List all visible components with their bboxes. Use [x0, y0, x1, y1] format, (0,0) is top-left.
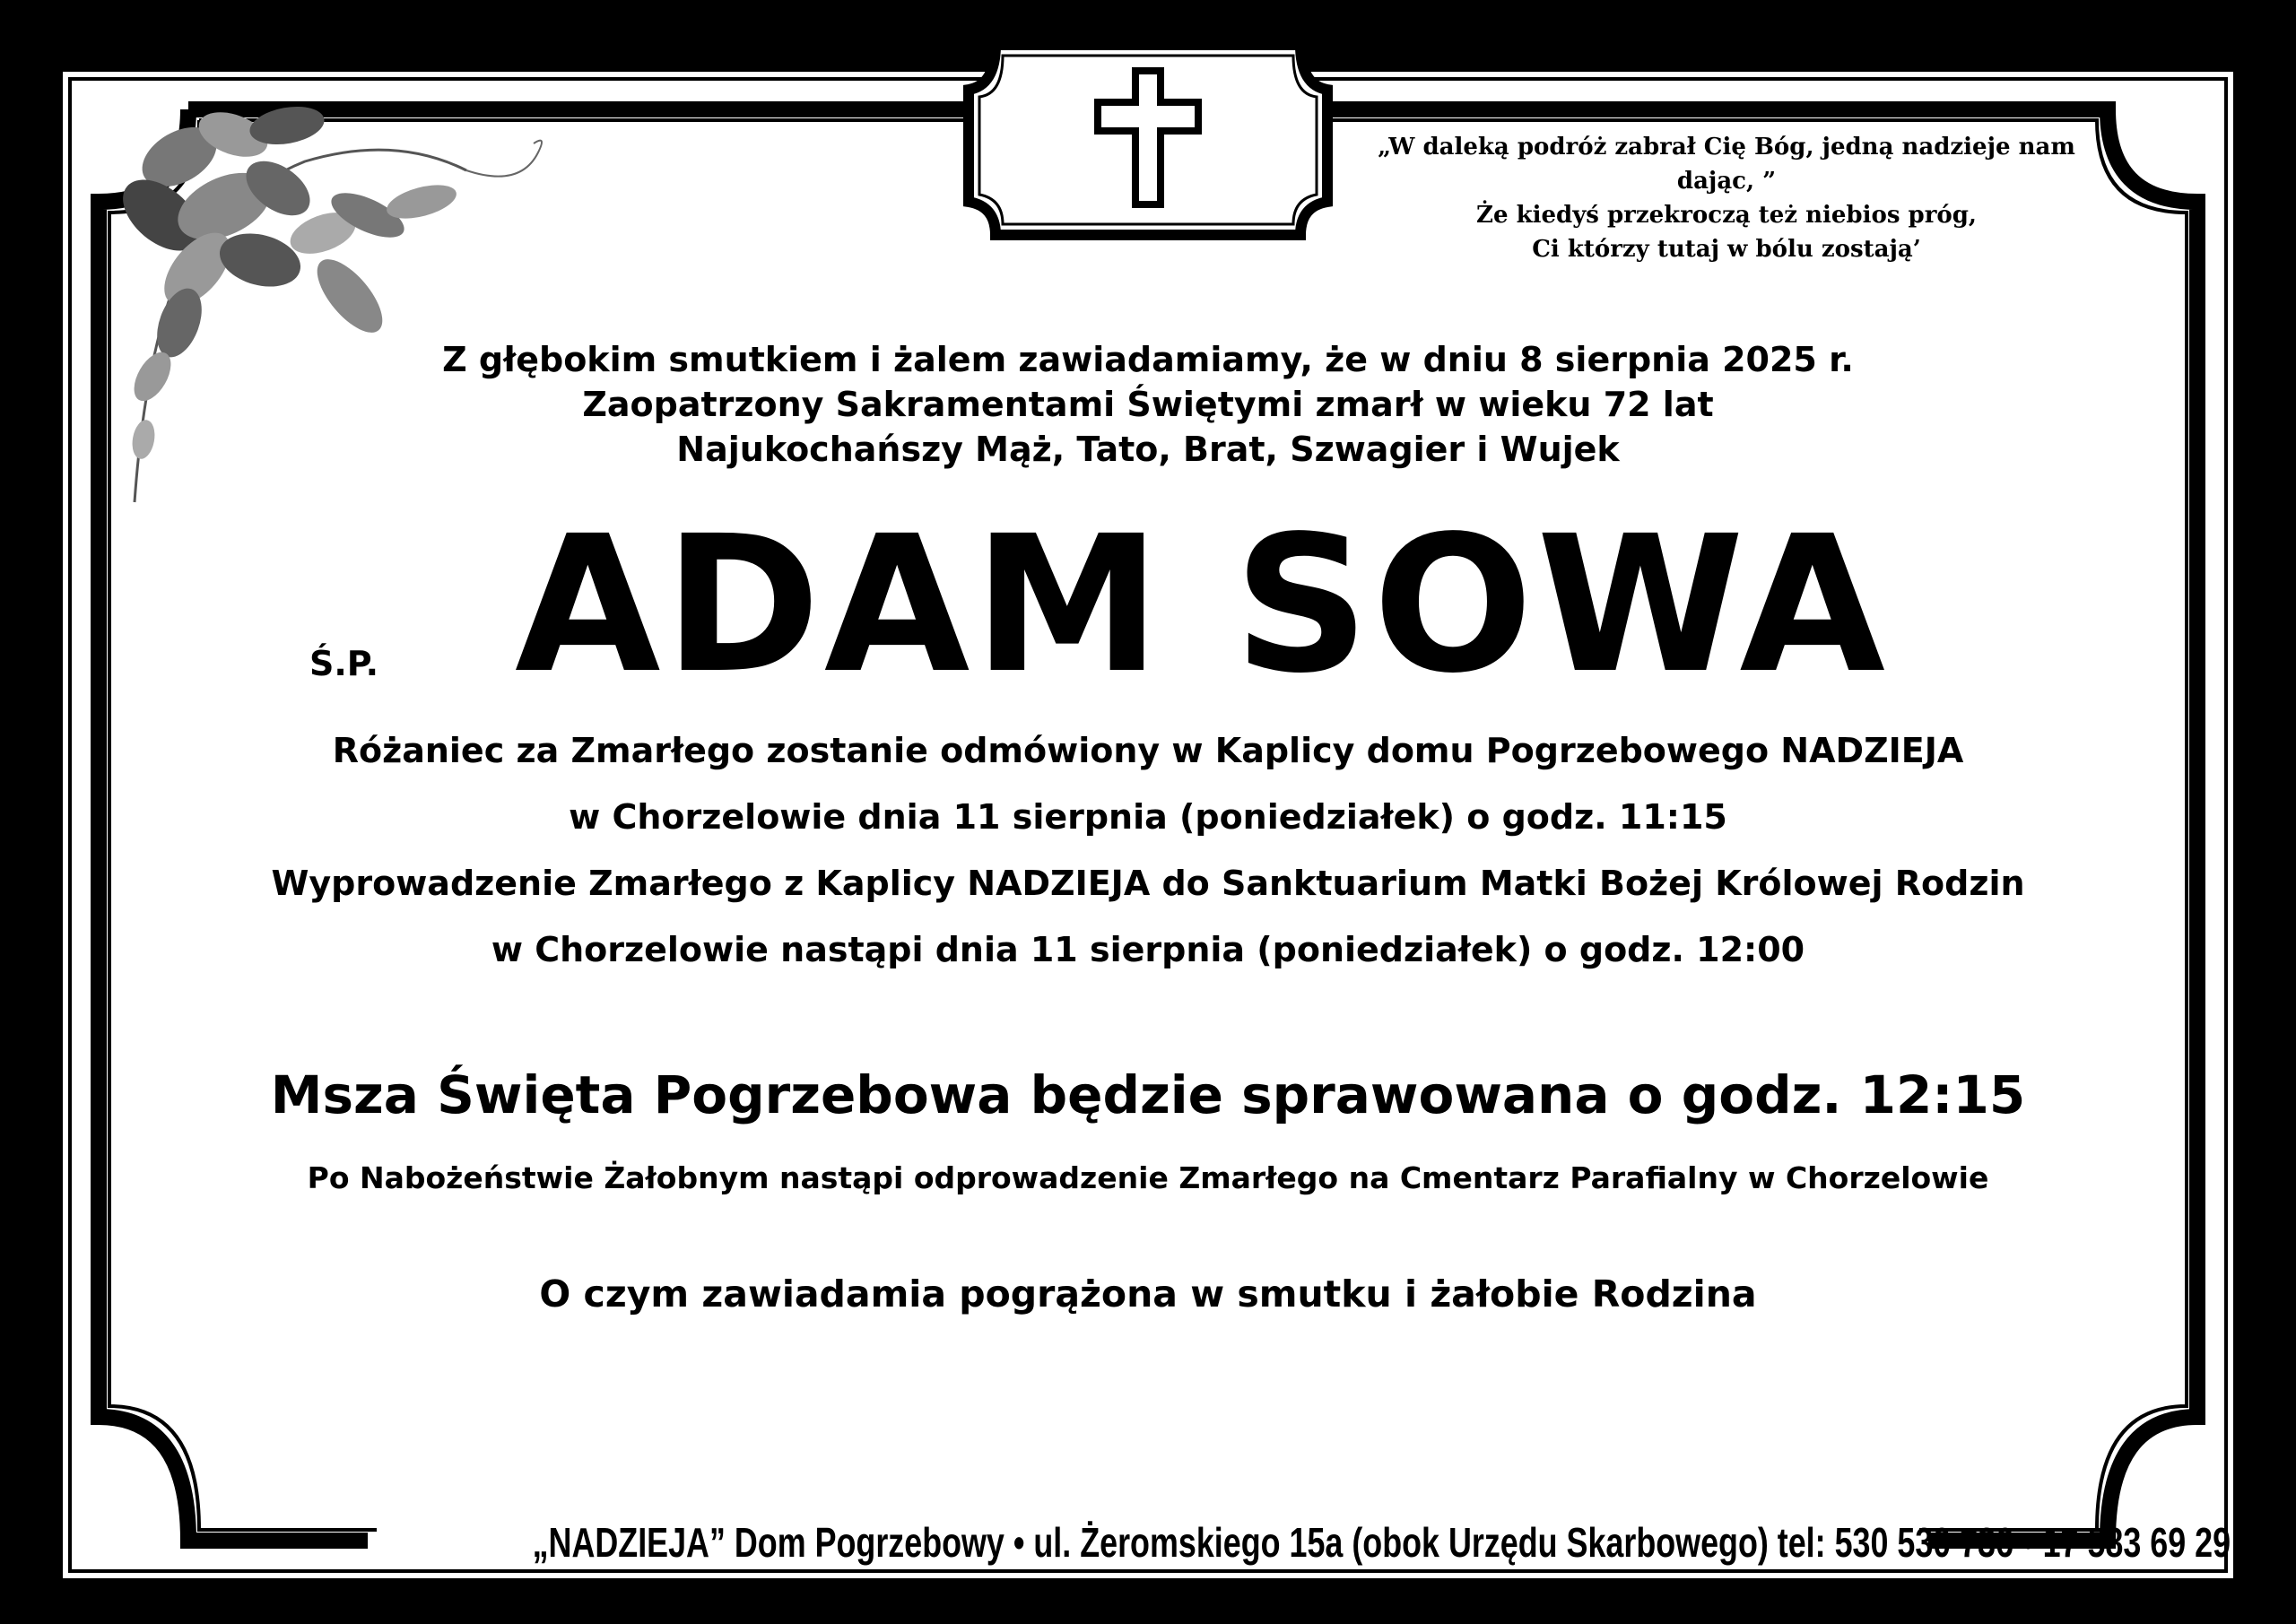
intro-line: Zaopatrzony Sakramentami Świętymi zmarł w wieku 72 lat [582, 385, 1714, 424]
rosary-line: Różaniec za Zmarłego zostanie odmówiony w Kaplicy domu Pogrzebowego NADZIEJA [332, 731, 1964, 770]
intro-line: Z głębokim smutkiem i żalem zawiadamiamy, że w dniu 8 sierpnia 2025 r. [442, 340, 1854, 379]
mass-heading: Msza Święta Pogrzebowa będzie sprawowana o godz. 12:15 [270, 1064, 2026, 1125]
poem-line: Że kiedyś przekroczą też niebios próg, [1476, 202, 1977, 229]
sp-prefix: Ś.P. [309, 644, 379, 683]
funeral-home-footer: „NADZIEJA” Dom Pogrzebowy • ul. Żeromskiego 15a (obok Urzędu Skarbowego) tel: 530 530 736 • 17 583 69 29 [532, 1519, 2231, 1566]
family-notice: O czym zawiadamia pogrążona w smutku i żałobie Rodzina [539, 1272, 1757, 1316]
rosary-line: w Chorzelowie dnia 11 sierpnia (poniedziałek) o godz. 11:15 [569, 797, 1727, 837]
poem-line: „W daleką podróż zabrał Cię Bóg, jedną nadzieje nam dając, ” [1378, 134, 2075, 195]
rosary-line: Wyprowadzenie Zmarłego z Kaplicy NADZIEJA do Sanktuarium Matki Bożej Królowej Rodzin [271, 864, 2025, 903]
after-service-text: Po Nabożeństwie Żałobnym nastąpi odprowadzenie Zmarłego na Cmentarz Parafialny w Chorzelowie [307, 1160, 1989, 1195]
poem-line: Ci którzy tutaj w bólu zostają’ [1532, 236, 1921, 263]
deceased-name: ADAM SOWA [515, 495, 1889, 715]
intro-text [251, 337, 2045, 472]
intro-line: Najukochańszy Mąż, Tato, Brat, Szwagier i Wujek [676, 430, 1620, 469]
rosary-line: w Chorzelowie nastąpi dnia 11 sierpnia (poniedziałek) o godz. 12:00 [491, 930, 1805, 969]
poem-quote [1336, 130, 2117, 266]
rosary-section [90, 717, 2206, 983]
cross-plaque [969, 45, 1327, 235]
